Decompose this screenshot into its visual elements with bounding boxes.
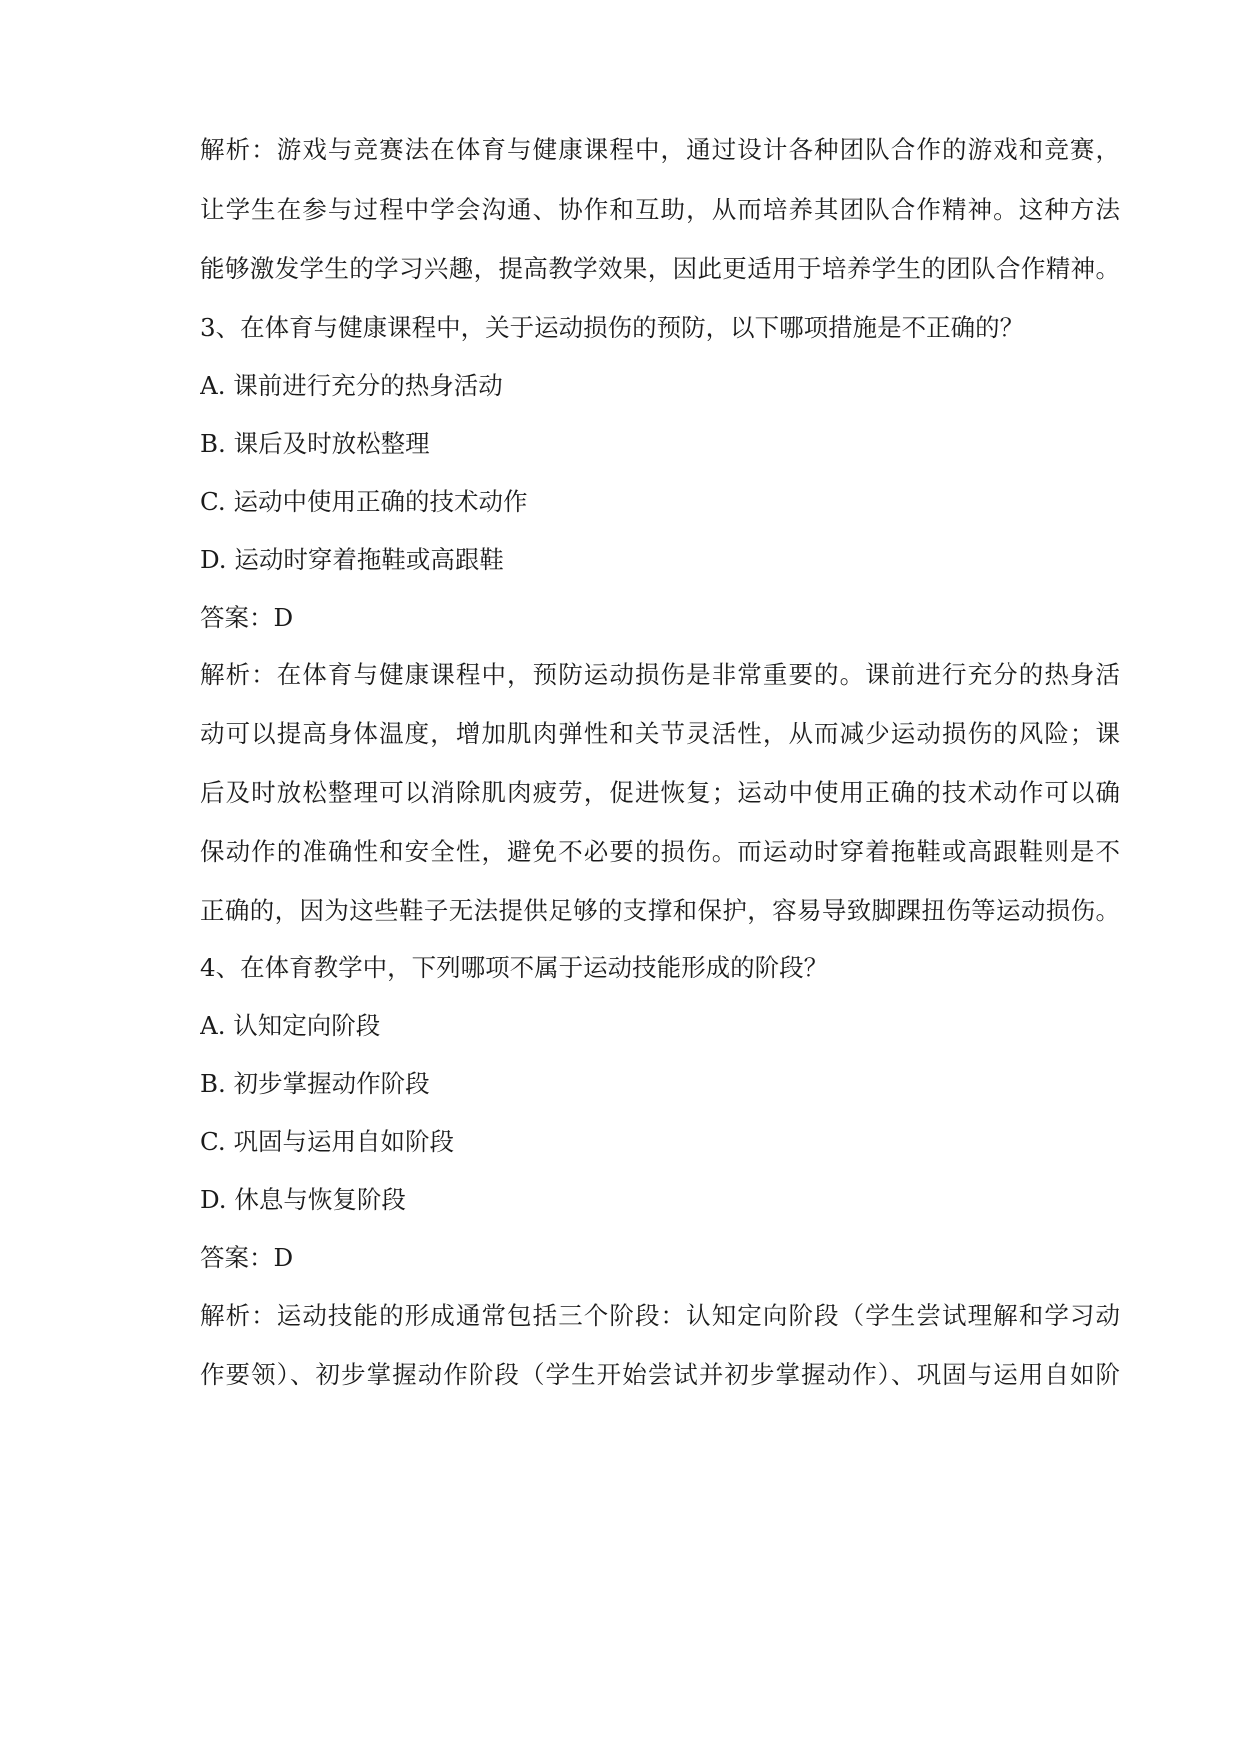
q4-answer: 答案：D xyxy=(200,1243,294,1272)
q3-explanation-line: 后及时放松整理可以消除肌肉疲劳，促进恢复；运动中使用正确的技术动作可以确 xyxy=(200,778,1120,807)
q4-option-a: A. 认知定向阶段 xyxy=(200,1011,381,1040)
q4-option-b: B. 初步掌握动作阶段 xyxy=(200,1069,430,1098)
q4-option-d: D. 休息与恢复阶段 xyxy=(200,1185,406,1214)
q3-answer: 答案：D xyxy=(200,603,294,632)
q4-option-c: C. 巩固与运用自如阶段 xyxy=(200,1127,454,1156)
explanation-line: 能够激发学生的学习兴趣，提高教学效果，因此更适用于培养学生的团队合作精神。 xyxy=(200,254,1120,283)
explanation-line: 解析：游戏与竞赛法在体育与健康课程中，通过设计各种团队合作的游戏和竞赛， xyxy=(200,135,1120,164)
q3-option-c: C. 运动中使用正确的技术动作 xyxy=(200,487,528,516)
q4-explanation-line: 解析：运动技能的形成通常包括三个阶段：认知定向阶段（学生尝试理解和学习动 xyxy=(200,1301,1120,1330)
q3-explanation-line: 动可以提高身体温度，增加肌肉弹性和关节灵活性，从而减少运动损伤的风险；课 xyxy=(200,719,1120,748)
q3-explanation-line: 解析：在体育与健康课程中，预防运动损伤是非常重要的。课前进行充分的热身活 xyxy=(200,660,1120,689)
question-4: 4、在体育教学中，下列哪项不属于运动技能形成的阶段？ xyxy=(200,953,829,982)
q3-option-d: D. 运动时穿着拖鞋或高跟鞋 xyxy=(200,545,504,574)
q3-explanation-line: 正确的，因为这些鞋子无法提供足够的支撑和保护，容易导致脚踝扭伤等运动损伤。 xyxy=(200,896,1120,925)
q4-explanation-line: 作要领）、初步掌握动作阶段（学生开始尝试并初步掌握动作）、巩固与运用自如阶 xyxy=(200,1360,1120,1389)
q3-explanation-line: 保动作的准确性和安全性，避免不必要的损伤。而运动时穿着拖鞋或高跟鞋则是不 xyxy=(200,837,1120,866)
q3-option-a: A. 课前进行充分的热身活动 xyxy=(200,371,503,400)
q3-option-b: B. 课后及时放松整理 xyxy=(200,429,430,458)
explanation-line: 让学生在参与过程中学会沟通、协作和互助，从而培养其团队合作精神。这种方法 xyxy=(200,195,1120,224)
question-3: 3、在体育与健康课程中，关于运动损伤的预防，以下哪项措施是不正确的？ xyxy=(200,313,1025,342)
